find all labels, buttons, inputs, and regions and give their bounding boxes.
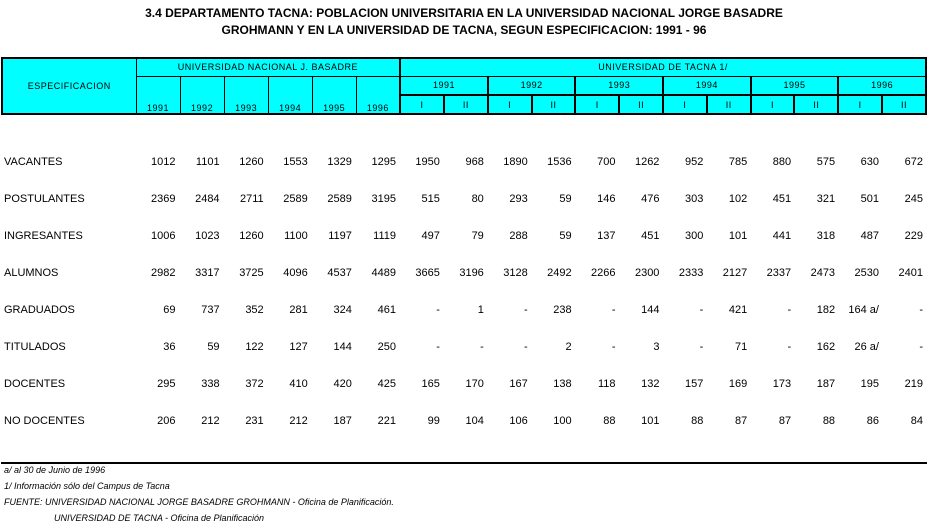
- cell-value: 245: [904, 192, 923, 205]
- cell-value: 1260: [239, 155, 264, 168]
- cell-value: 2711: [240, 192, 264, 205]
- table-row: [1, 254, 927, 291]
- cell-value: 219: [904, 377, 923, 390]
- row-label: NO DOCENTES: [4, 414, 85, 427]
- cell-value: 4096: [283, 266, 308, 279]
- cell-value: 451: [772, 192, 792, 205]
- header-semester: II: [794, 95, 838, 114]
- cell-value: 4537: [327, 266, 352, 279]
- cell-value: 2492: [547, 266, 572, 279]
- header-unjbg-year: 1995: [312, 76, 356, 114]
- header-tacna-year: 1992: [488, 76, 576, 95]
- cell-value: -: [699, 303, 704, 316]
- cell-value: 144: [641, 303, 660, 316]
- cell-value: 1101: [195, 155, 220, 168]
- header-semester: II: [882, 95, 926, 114]
- header-semester: II: [707, 95, 751, 114]
- cell-value: 2333: [678, 266, 704, 279]
- cell-value: 1890: [503, 155, 528, 168]
- cell-value: 59: [559, 229, 572, 242]
- cell-value: 515: [421, 192, 440, 205]
- header-tacna-year: 1994: [663, 76, 751, 95]
- cell-value: 3725: [239, 266, 264, 279]
- cell-value: 86: [866, 414, 879, 427]
- header-semester: I: [663, 95, 707, 114]
- cell-value: 2589: [327, 192, 352, 205]
- cell-value: 59: [559, 192, 572, 205]
- cell-value: 372: [245, 377, 264, 390]
- cell-value: 212: [201, 414, 220, 427]
- cell-value: 231: [245, 414, 264, 427]
- cell-value: 221: [377, 414, 396, 427]
- header-tacna-year: 1995: [751, 76, 839, 95]
- header-semester: I: [400, 95, 444, 114]
- cell-value: 101: [728, 229, 748, 242]
- cell-value: 69: [163, 303, 176, 316]
- cell-value: 338: [201, 377, 220, 390]
- table-row: [1, 291, 927, 328]
- header-tacna-year: 1991: [400, 76, 488, 95]
- cell-value: 420: [333, 377, 352, 390]
- cell-value: 3: [653, 340, 660, 353]
- table-row: [1, 365, 927, 402]
- cell-value: 164 a/: [848, 303, 879, 316]
- cell-value: 250: [377, 340, 396, 353]
- table-header: [1, 57, 927, 115]
- header-semester: I: [488, 95, 532, 114]
- cell-value: 501: [860, 192, 879, 205]
- cell-value: 118: [597, 377, 616, 390]
- cell-value: 497: [421, 229, 440, 242]
- cell-value: 410: [289, 377, 308, 390]
- cell-value: 1295: [371, 155, 396, 168]
- cell-value: 132: [641, 377, 660, 390]
- cell-value: 421: [728, 303, 748, 316]
- cell-value: 87: [735, 414, 748, 427]
- cell-value: -: [787, 303, 792, 316]
- header-semester: II: [532, 95, 576, 114]
- cell-value: 425: [377, 377, 396, 390]
- header-tacna-year: 1996: [838, 76, 926, 95]
- cell-value: 187: [816, 377, 836, 390]
- cell-value: 1262: [634, 155, 660, 168]
- cell-value: 1536: [547, 155, 572, 168]
- title-line-2: GROHMANN Y EN LA UNIVERSIDAD DE TACNA, SEGUN ESPECIFICACION: 1991 - 96: [221, 23, 707, 37]
- cell-value: 2300: [634, 266, 660, 279]
- cell-value: 451: [641, 229, 660, 242]
- cell-value: 173: [772, 377, 792, 390]
- cell-value: -: [919, 340, 923, 353]
- cell-value: 1: [477, 303, 484, 316]
- row-label: INGRESANTES: [4, 229, 83, 242]
- cell-value: 88: [603, 414, 616, 427]
- header-semester: I: [575, 95, 619, 114]
- cell-value: 138: [553, 377, 572, 390]
- table-row: [1, 217, 927, 254]
- cell-value: 229: [904, 229, 923, 242]
- cell-value: 2369: [150, 192, 176, 205]
- cell-value: 2401: [898, 266, 923, 279]
- cell-value: 101: [641, 414, 660, 427]
- cell-value: -: [611, 303, 616, 316]
- cell-value: 2127: [722, 266, 748, 279]
- cell-value: 102: [728, 192, 748, 205]
- footnote-1: 1/ Información sólo del Campus de Tacna: [4, 481, 170, 491]
- cell-value: -: [436, 340, 440, 353]
- cell-value: 2530: [854, 266, 879, 279]
- cell-value: 104: [465, 414, 484, 427]
- footnote-source-1: FUENTE: UNIVERSIDAD NACIONAL JORGE BASADRE GROHMANN - Oficina de Planificación.: [4, 497, 394, 507]
- cell-value: 295: [157, 377, 176, 390]
- cell-value: 99: [427, 414, 440, 427]
- cell-value: 167: [509, 377, 528, 390]
- cell-value: 300: [684, 229, 704, 242]
- cell-value: 106: [509, 414, 528, 427]
- header-unjbg: UNIVERSIDAD NACIONAL J. BASADRE: [136, 58, 400, 76]
- cell-value: 84: [910, 414, 923, 427]
- table-row: [1, 328, 927, 365]
- cell-value: 79: [471, 229, 484, 242]
- cell-value: 281: [289, 303, 308, 316]
- cell-value: 100: [553, 414, 572, 427]
- cell-value: 318: [816, 229, 836, 242]
- header-unjbg-year: 1993: [224, 76, 268, 114]
- cell-value: -: [919, 303, 923, 316]
- cell-value: 122: [245, 340, 264, 353]
- cell-value: 575: [816, 155, 836, 168]
- cell-value: 952: [684, 155, 704, 168]
- cell-value: -: [524, 303, 528, 316]
- cell-value: 3665: [415, 266, 440, 279]
- title-line-1: 3.4 DEPARTAMENTO TACNA: POBLACION UNIVERSITARIA EN LA UNIVERSIDAD NACIONAL JORGE BASADRE: [145, 6, 783, 20]
- cell-value: -: [611, 340, 616, 353]
- cell-value: 2484: [195, 192, 220, 205]
- header-semester: II: [444, 95, 488, 114]
- cell-value: 165: [421, 377, 440, 390]
- cell-value: 2473: [810, 266, 836, 279]
- cell-value: 195: [860, 377, 879, 390]
- cell-value: 321: [816, 192, 836, 205]
- cell-value: 476: [641, 192, 660, 205]
- cell-value: 1100: [284, 229, 308, 242]
- row-label: DOCENTES: [4, 377, 66, 390]
- cell-value: 36: [163, 340, 176, 353]
- table-row: [1, 402, 927, 439]
- cell-value: 303: [684, 192, 704, 205]
- cell-value: 157: [684, 377, 704, 390]
- cell-value: 212: [289, 414, 308, 427]
- cell-value: 182: [816, 303, 836, 316]
- cell-value: 3196: [459, 266, 484, 279]
- cell-value: 785: [728, 155, 748, 168]
- cell-value: 487: [860, 229, 879, 242]
- header-unjbg-year: 1996: [356, 76, 400, 114]
- cell-value: -: [480, 340, 484, 353]
- header-unjbg-year: 1992: [180, 76, 224, 114]
- header-spec: ESPECIFICACION: [2, 58, 136, 114]
- cell-value: 1012: [150, 155, 176, 168]
- cell-value: 1553: [283, 155, 308, 168]
- cell-value: 2982: [150, 266, 176, 279]
- cell-value: 1006: [150, 229, 176, 242]
- cell-value: 162: [816, 340, 836, 353]
- cell-value: 1119: [373, 229, 396, 242]
- header-tacna-year: 1993: [575, 76, 663, 95]
- header-unjbg-year: 1994: [268, 76, 312, 114]
- cell-value: 238: [553, 303, 572, 316]
- table-row: [1, 143, 927, 180]
- cell-value: 2266: [591, 266, 616, 279]
- row-label: TITULADOS: [4, 340, 66, 353]
- footnote-a: a/ al 30 de Junio de 1996: [4, 465, 106, 475]
- cell-value: 206: [157, 414, 176, 427]
- cell-value: 1023: [195, 229, 220, 242]
- cell-value: 288: [509, 229, 528, 242]
- cell-value: -: [787, 340, 792, 353]
- row-label: POSTULANTES: [4, 192, 85, 205]
- cell-value: 187: [333, 414, 352, 427]
- header-semester: II: [619, 95, 663, 114]
- cell-value: 4489: [371, 266, 396, 279]
- header-semester: I: [838, 95, 882, 114]
- cell-value: 80: [471, 192, 484, 205]
- row-label: VACANTES: [4, 155, 63, 168]
- cell-value: 88: [822, 414, 836, 427]
- footnote-source-2: UNIVERSIDAD DE TACNA - Oficina de Planificación: [54, 513, 265, 523]
- cell-value: 71: [735, 340, 748, 353]
- cell-value: 2: [565, 340, 572, 353]
- table-row: [1, 180, 927, 217]
- cell-value: 2589: [283, 192, 308, 205]
- cell-value: 968: [465, 155, 484, 168]
- row-label: ALUMNOS: [4, 266, 59, 279]
- cell-value: 672: [904, 155, 923, 168]
- data-table: [1, 143, 927, 439]
- header-semester: I: [751, 95, 795, 114]
- cell-value: 3317: [195, 266, 220, 279]
- cell-value: 87: [778, 414, 792, 427]
- cell-value: 146: [597, 192, 616, 205]
- cell-value: 324: [333, 303, 352, 316]
- cell-value: -: [436, 303, 440, 316]
- header-tacna: UNIVERSIDAD DE TACNA 1/: [400, 58, 926, 76]
- cell-value: 1950: [415, 155, 440, 168]
- cell-value: 144: [333, 340, 352, 353]
- cell-value: 700: [597, 155, 616, 168]
- row-label: GRADUADOS: [4, 303, 75, 316]
- cell-value: 170: [465, 377, 484, 390]
- cell-value: 630: [860, 155, 879, 168]
- cell-value: 169: [728, 377, 748, 390]
- cell-value: 441: [772, 229, 792, 242]
- cell-value: 1197: [328, 229, 352, 242]
- cell-value: 352: [245, 303, 264, 316]
- bottom-rule: [1, 462, 927, 464]
- cell-value: 1329: [327, 155, 352, 168]
- cell-value: 127: [289, 340, 308, 353]
- cell-value: 137: [597, 229, 616, 242]
- cell-value: 2337: [766, 266, 792, 279]
- cell-value: -: [699, 340, 704, 353]
- cell-value: 88: [691, 414, 704, 427]
- cell-value: 880: [772, 155, 792, 168]
- cell-value: 1260: [239, 229, 264, 242]
- cell-value: 3195: [371, 192, 396, 205]
- cell-value: 461: [377, 303, 396, 316]
- cell-value: 3128: [503, 266, 528, 279]
- cell-value: -: [524, 340, 528, 353]
- cell-value: 26 a/: [854, 340, 879, 353]
- cell-value: 737: [201, 303, 220, 316]
- cell-value: 293: [509, 192, 528, 205]
- cell-value: 59: [207, 340, 220, 353]
- header-unjbg-year: 1991: [136, 76, 180, 114]
